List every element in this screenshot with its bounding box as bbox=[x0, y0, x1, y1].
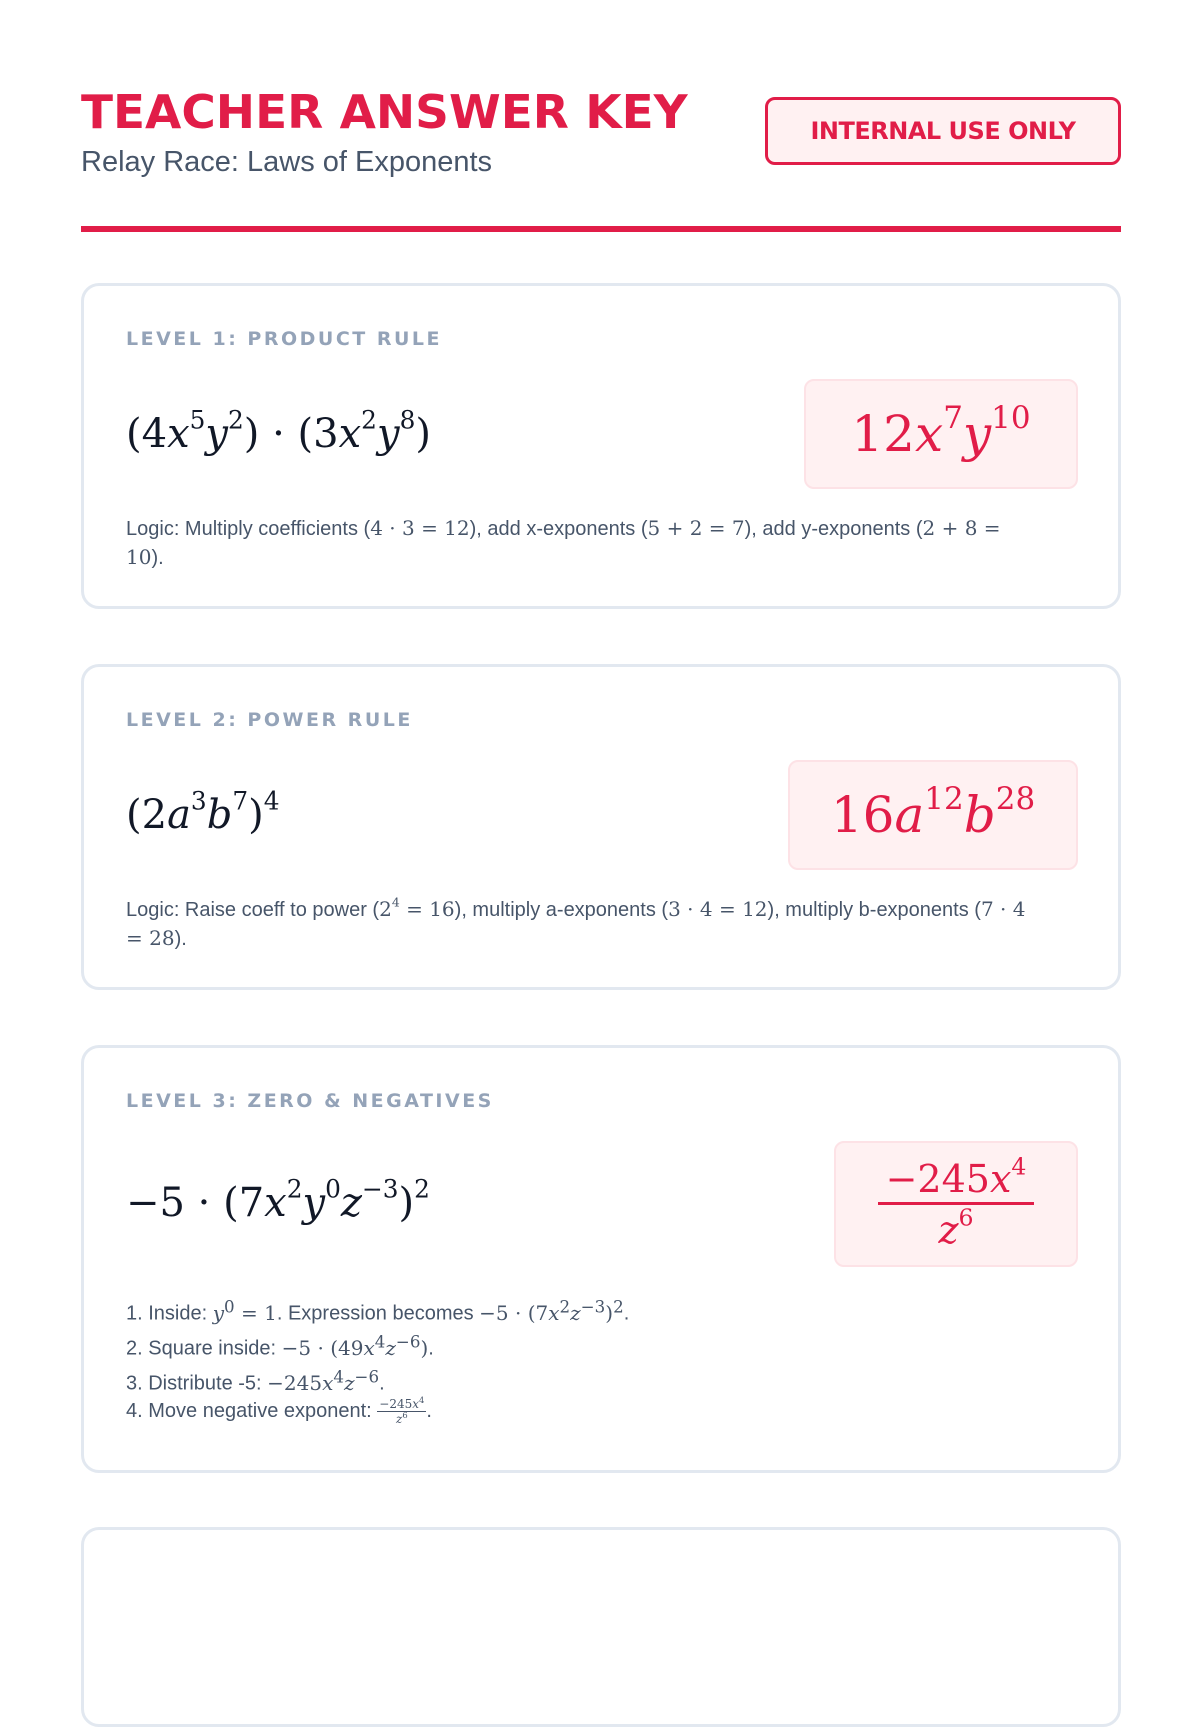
level-3-step-3: 3. Distribute -5: $-245x^4z^{-6}$. bbox=[126, 1367, 385, 1395]
level-1-answer: $12x^7y^{10}$ bbox=[851, 399, 1031, 463]
level-2-problem: $(2a^3b^7)^4$ bbox=[126, 786, 280, 838]
page-subtitle: Relay Race: Laws of Exponents bbox=[81, 146, 493, 178]
level-1-card bbox=[81, 283, 1121, 609]
level-4-card bbox=[81, 1527, 1121, 1727]
level-3-step-2: 2. Square inside: $-5 \cdot (49x^4z^{-6})$. bbox=[126, 1332, 434, 1360]
level-3-answer bbox=[878, 1151, 1035, 1252]
level-1-logic: Logic: Multiply coefficients (4 · 3 = 12), add x-exponents (5 + 2 = 7), add y-exponents (2 + 8 = 10). bbox=[126, 516, 1001, 569]
level-2-answer-box bbox=[788, 760, 1078, 870]
level-3-label: LEVEL 3: ZERO & NEGATIVES bbox=[126, 1090, 494, 1112]
level-2-answer: $16a^{12}b^{28}$ bbox=[830, 780, 1036, 844]
answer-key-page bbox=[81, 0, 1121, 1427]
header-divider bbox=[81, 226, 1121, 232]
level-3-steps bbox=[126, 1289, 629, 1429]
level-3-step-1: 1. Inside: $y^0 = 1$. Expression becomes $-5 \cdot (7x^2z^{-3})^2$. bbox=[126, 1297, 630, 1325]
internal-use-badge: INTERNAL USE ONLY bbox=[765, 97, 1121, 165]
level-3-step-4: 4. Move negative exponent: $\frac{-245x^4}{z^6}$ . bbox=[126, 1395, 432, 1427]
level-1-label: LEVEL 1: PRODUCT RULE bbox=[126, 328, 442, 350]
level-1-answer-box bbox=[804, 379, 1078, 489]
level-3-answer-numerator: $-245x^4$ bbox=[878, 1160, 1035, 1205]
page-header bbox=[81, 0, 1121, 236]
level-2-card bbox=[81, 664, 1121, 990]
page-title: TEACHER ANSWER KEY bbox=[81, 85, 688, 139]
level-3-problem: $-5 \cdot (7x^2y^0z^{-3})^2$ bbox=[126, 1174, 430, 1226]
level-3-card bbox=[81, 1045, 1121, 1473]
level-2-label: LEVEL 2: POWER RULE bbox=[126, 709, 413, 731]
level-1-problem: $(4x^5y^2) \cdot (3x^2y^8)$ bbox=[126, 405, 431, 457]
level-2-logic: Logic: Raise coeff to power $(2^4 = 16)$, multiply a-exponents (3 · 4 = 12), multiply b-exponents (7 · 4 = 28). bbox=[126, 894, 1026, 950]
level-3-answer-denominator: $z^6$ bbox=[938, 1202, 974, 1252]
level-3-answer-box bbox=[834, 1141, 1078, 1267]
